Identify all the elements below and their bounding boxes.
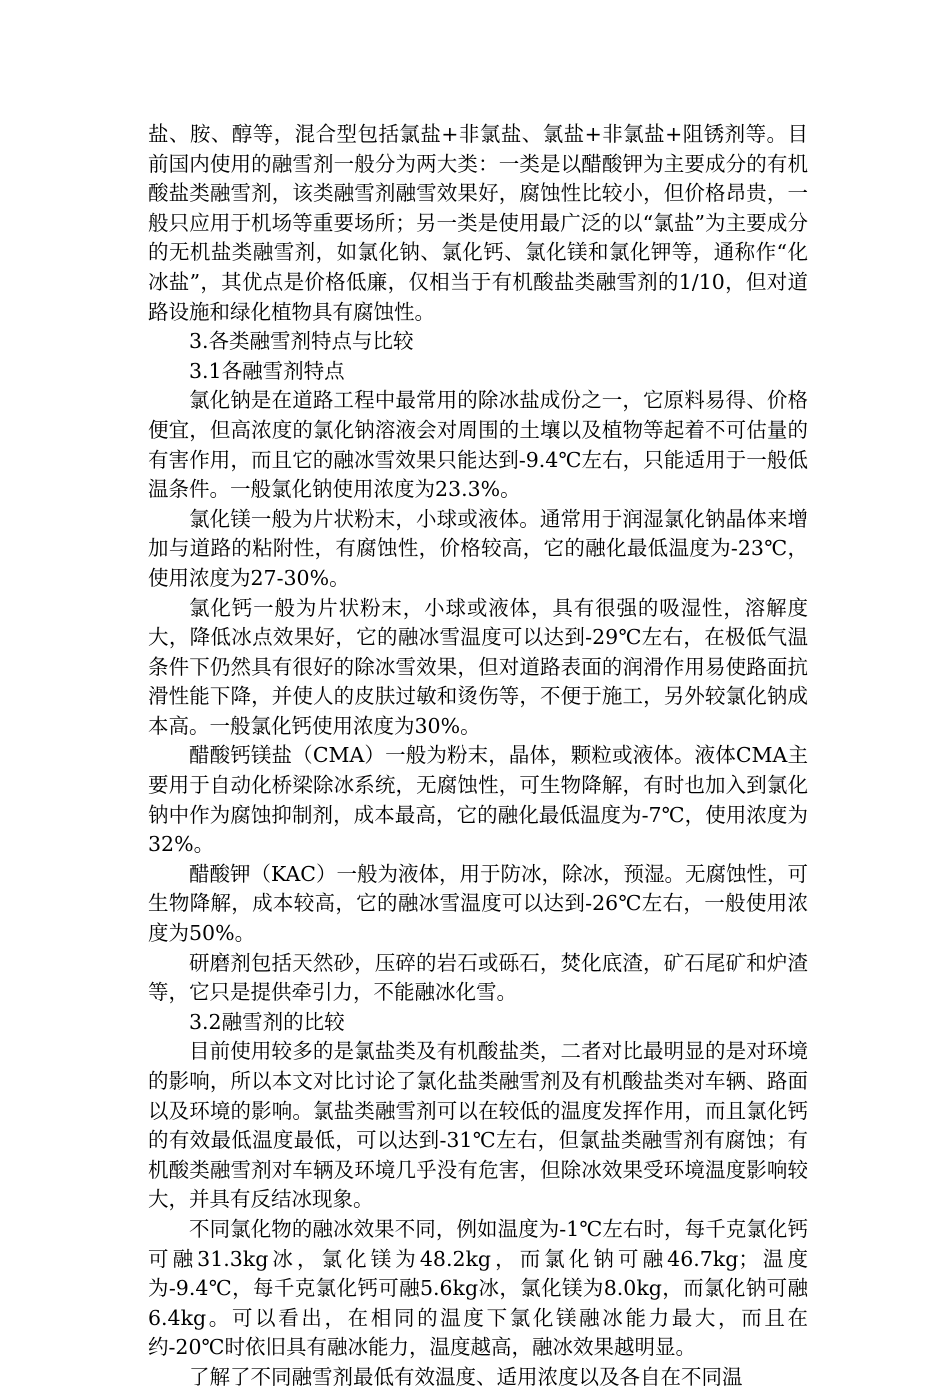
paragraph-sodium-chloride: 氯化钠是在道路工程中最常用的除冰盐成份之一，它原料易得、价格便宜，但高浓度的氯化钠溶液会对周围的土壤以及植物等起着不可估量的有害作用，而且它的融冰雪效果只能达到-9.4℃左右，只能适用于一般低温条件。一般氯化钠使用浓度为23.3%。 bbox=[148, 388, 808, 502]
paragraph-cma: 醋酸钙镁盐（CMA）一般为粉末，晶体，颗粒或液体。液体CMA主要用于自动化桥梁除冰系统，无腐蚀性，可生物降解，有时也加入到氯化钠中作为腐蚀抑制剂，成本最高，它的融化最低温度为-7℃，使用浓度为32%。 bbox=[148, 743, 808, 857]
paragraph-intro-continuation: 盐、胺、醇等，混合型包括氯盐+非氯盐、氯盐+非氯盐+阻锈剂等。目前国内使用的融雪剂一般分为两大类：一类是以醋酸钾为主要成分的有机酸盐类融雪剂，该类融雪剂融雪效果好，腐蚀性比较小，但价格昂贵，一般只应用于机场等重要场所；另一类是使用最广泛的以“氯盐”为主要成分的无机盐类融雪剂，如氯化钠、氯化钙、氯化镁和氯化钾等，通称作“化冰盐”，其优点是价格低廉，仅相当于有机酸盐类融雪剂的1/10，但对道路设施和绿化植物具有腐蚀性。 bbox=[148, 122, 808, 324]
paragraph-comparison: 目前使用较多的是氯盐类及有机酸盐类，二者对比最明显的是对环境的影响，所以本文对比讨论了氯化盐类融雪剂及有机酸盐类对车辆、路面以及环境的影响。氯盐类融雪剂可以在较低的温度发挥作用，而且氯化钙的有效最低温度最低，可以达到-31℃左右，但氯盐类融雪剂有腐蚀；有机酸类融雪剂对车辆及环境几乎没有危害，但除冰效果受环境温度影响较大，并具有反结冰现象。 bbox=[148, 1039, 808, 1212]
paragraph-magnesium-chloride: 氯化镁一般为片状粉末，小球或液体。通常用于润湿氯化钠晶体来增加与道路的粘附性，有腐蚀性，价格较高，它的融化最低温度为-23℃，使用浓度为27-30%。 bbox=[148, 506, 808, 590]
paragraph-calcium-chloride: 氯化钙一般为片状粉末，小球或液体，具有很强的吸湿性，溶解度大，降低冰点效果好，它的融冰雪温度可以达到-29℃左右，在极低气温条件下仍然具有很好的除冰雪效果，但对道路表面的润滑作用易使路面抗滑性能下降，并使人的皮肤过敏和烫伤等，不便于施工，另外较氯化钠成本高。一般氯化钙使用浓度为30%。 bbox=[148, 595, 808, 738]
paragraph-melting-effect: 不同氯化物的融冰效果不同，例如温度为-1℃左右时，每千克氯化钙可融31.3kg冰，氯化镁为48.2kg，而氯化钠可融46.7kg；温度为-9.4℃，每千克氯化钙可融5.6kg冰，氯化镁为8.0kg，而氯化钠可融6.4kg。可以看出，在相同的温度下氯化镁融冰能力最大，而且在约-20℃时依旧具有融冰能力，温度越高，融冰效果越明显。 bbox=[148, 1216, 808, 1360]
paragraph-summary-start: 了解了不同融雪剂最低有效温度、适用浓度以及各自在不同温 bbox=[189, 1364, 743, 1389]
section-heading-3: 3.各类融雪剂特点与比较 bbox=[189, 329, 414, 354]
subsection-heading-3-1: 3.1各融雪剂特点 bbox=[189, 358, 345, 383]
subsection-heading-3-2: 3.2融雪剂的比较 bbox=[189, 1009, 345, 1034]
document-body bbox=[148, 120, 808, 1393]
paragraph-abrasives: 研磨剂包括天然砂，压碎的岩石或砾石，焚化底渣，矿石尾矿和炉渣等，它只是提供牵引力，不能融冰化雪。 bbox=[148, 950, 808, 1005]
paragraph-potassium-acetate: 醋酸钾（KAC）一般为液体，用于防冰，除冰，预湿。无腐蚀性，可生物降解，成本较高，它的融冰雪温度可以达到-26℃左右，一般使用浓度为50%。 bbox=[148, 861, 808, 946]
